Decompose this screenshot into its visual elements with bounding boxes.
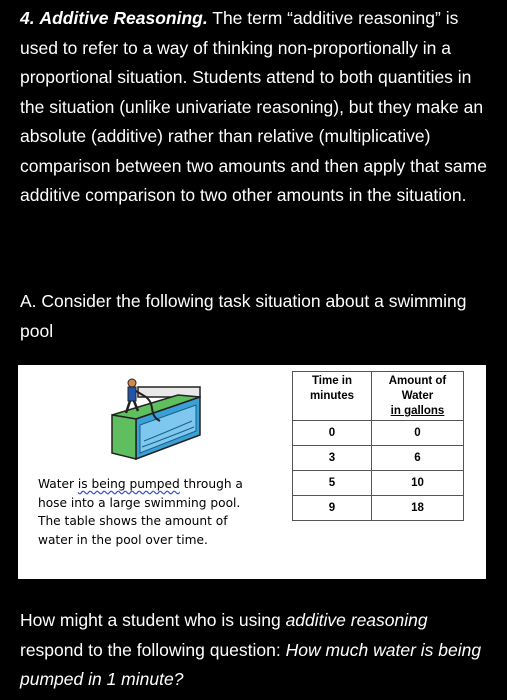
water-column-header: Amount of Water in gallons [372,372,464,421]
task-figure [18,365,486,579]
question-paragraph: How might a student who is using additive reasoning respond to the following question: How much water is being pumped in 1 minute? [20,610,482,689]
table-row: 9 18 [293,496,464,521]
task-paragraph: A. Consider the following task situation about a swimming pool [20,291,467,341]
table-row: 0 0 [293,421,464,446]
section-number: 4. [20,8,35,28]
table-row: 5 10 [293,471,464,496]
question-prompt: How much water is being pumped in 1 minute? [20,639,482,689]
intro-paragraph [20,4,490,211]
pool-caption: Water is being pumped through a hose into a large swimming pool. The table shows the amount of water in the pool over time. [38,477,243,547]
swimming-pool-illustration [108,375,204,463]
section-heading: Additive Reasoning. [39,8,208,28]
intro-body: The term “additive reasoning” is used to refer to a way of thinking non-proportionally in a proportional situation. Students attend to both quantities in the situation (unlike univariate reasoning), but they make an absolute (additive) rather than relative (multiplicative) comparison between two amounts and then apply that same additive comparison to two other amounts in the situation. [20,8,487,205]
water-table [292,371,464,521]
time-column-header: Time in minutes [293,372,372,421]
question-term: additive reasoning [285,610,428,630]
caption-underlined-phrase: is being pumped [77,477,180,491]
table-row: 3 6 [293,446,464,471]
